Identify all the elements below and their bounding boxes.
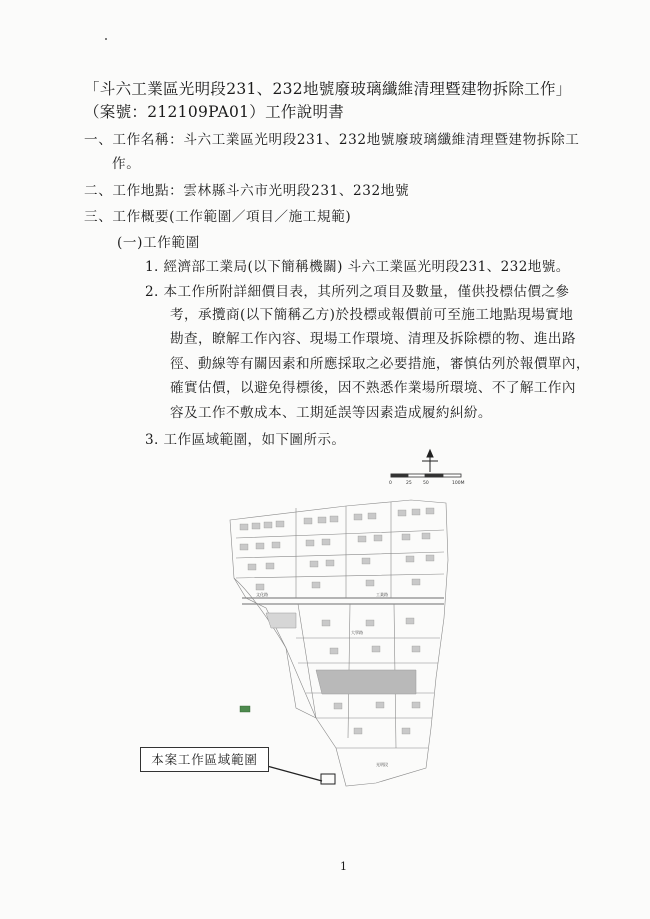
scope-item-2-line4: 徑、動線等有關因素和所應採取之必要措施，審慎估列於報價單內，: [170, 356, 590, 372]
section-work-name: 一、工作名稱：斗六工業區光明段231、232地號廢玻璃纖維清理暨建物拆除工: [84, 132, 580, 148]
document-title-line1: 「斗六工業區光明段231、232地號廢玻璃纖維清理暨建物拆除工作」: [84, 80, 572, 98]
scale-tick-50: 50: [423, 481, 429, 486]
site-map: [226, 448, 465, 790]
scope-item-2-line2: 考，承攬商(以下簡稱乙方)於投標或報價前可至施工地點現場實地: [170, 307, 574, 323]
scope-item-2-line1: 2. 本工作所附詳細價目表，其所列之項目及數量，僅供投標估價之參: [145, 284, 570, 300]
section-work-location: 二、工作地點：雲林縣斗六市光明段231、232地號: [84, 183, 410, 199]
work-area-highlight: [321, 774, 335, 784]
scale-tick-100: 100M: [452, 481, 465, 486]
scan-speck: [105, 38, 107, 40]
road-label-1: 工業路: [376, 592, 388, 597]
scale-bar: [391, 474, 461, 477]
page-number: 1: [340, 860, 347, 873]
section-work-overview: 三、工作概要(工作範圍／項目／施工規範): [84, 209, 352, 225]
scope-item-2-line6: 容及工作不敷成本、工期延誤等因素造成履約糾紛。: [170, 405, 492, 421]
scope-item-1: 1. 經濟部工業局(以下簡稱機關) 斗六工業區光明段231、232地號。: [145, 259, 570, 275]
document-title-line2: （案號：212109PA01）工作說明書: [84, 103, 345, 121]
scale-tick-0: 0: [389, 481, 392, 486]
work-area-label: 本案工作區域範圍: [140, 747, 269, 772]
shaded-zone: [316, 670, 416, 694]
north-arrow-icon: [422, 450, 438, 472]
road-label-4: 光明段: [376, 762, 388, 767]
scope-item-2-line3: 勘查，瞭解工作內容、現場工作環境、清理及拆除標的物、進出路: [170, 331, 576, 347]
subsection-work-scope: (一)工作範圍: [117, 235, 200, 251]
scale-tick-25: 25: [406, 481, 412, 486]
scope-item-3: 3. 工作區域範圍，如下圖所示。: [145, 432, 346, 448]
location-marker: [240, 706, 250, 712]
road-label-3: 大學路: [351, 630, 363, 635]
scope-item-2-line5: 確實估價，以避免得標後，因不熟悉作業場所環境、不了解工作內: [170, 380, 576, 396]
road-label-2: 文化路: [256, 592, 268, 597]
section-work-name-cont: 作。: [112, 156, 141, 172]
